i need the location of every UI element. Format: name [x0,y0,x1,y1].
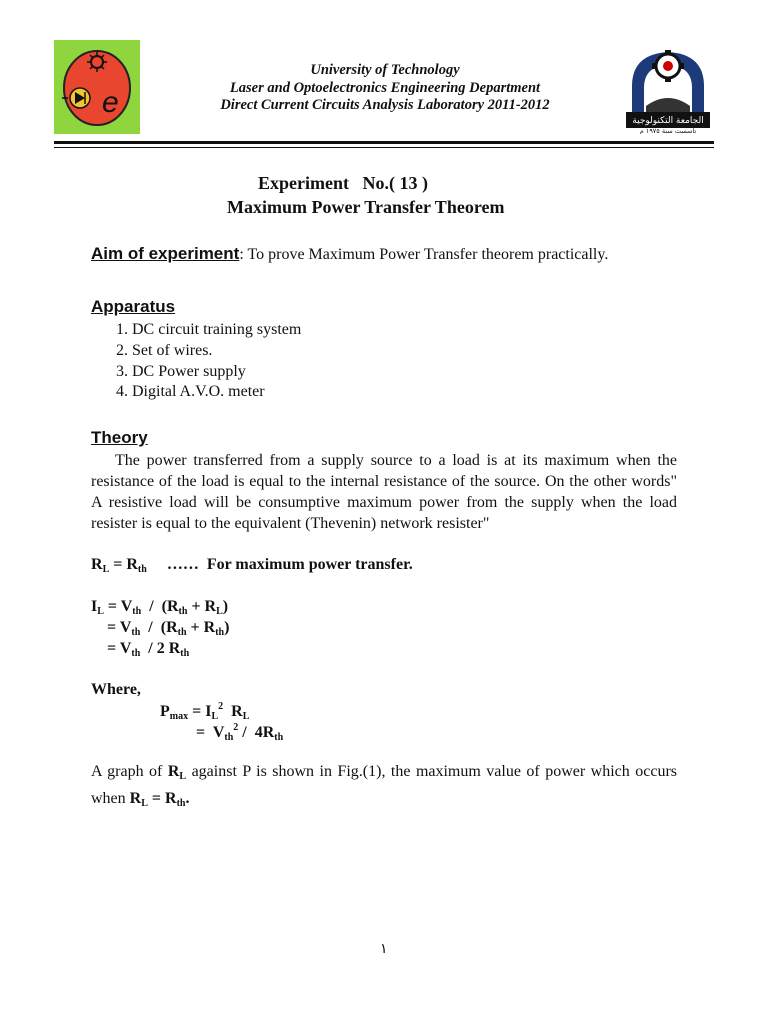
right-logo-year: تأسست سنة ١٩٧٥ م [639,127,697,134]
condition-equation: $R_L = R_{th}$ …… For maximum power transfer. [91,556,413,575]
graph-text-middle: against P is shown in Fig.(1), the maximum value of power which occurs when [91,763,677,807]
theory-text: The power transferred from a supply source to a load is at its maximum when the resistance of the load is equal to the internal resistance of the source. On the other words" A resistive load will be consumptive maximum power from the supply when the load resister is equal to the equivalent (Thevenin) network resister" [91,452,677,532]
graph-description: A graph of $R_L$ against P is shown in Fig.(1), the maximum value of power which occurs when $R_L = R_{th}$. [91,763,677,809]
theory-heading-wrap [91,428,148,448]
current-equation-3: = $V_{th} / 2$ $R_{th}$ [91,640,190,659]
power-equation-2: = $V_{th}^2 / 4R_{th}$ [160,722,284,743]
svg-text:e: e [102,86,119,119]
laser-department-logo [54,40,140,134]
laboratory-name: Direct Current Circuits Analysis Laboratory 2011-2012 [220,97,550,113]
apparatus-heading: Apparatus [91,297,176,316]
header-rule-thin [54,147,714,148]
aim-text: : To prove Maximum Power Transfer theorem practically. [239,246,609,263]
theory-paragraph [91,450,677,534]
list-item: 4. Digital A.V.O. meter [116,383,265,401]
theory-heading: Theory [91,428,148,447]
condition-note: …… For maximum power transfer. [166,556,413,573]
university-of-technology-logo [622,40,714,134]
aim-heading: Aim of experiment [91,244,240,263]
where-label: Where, [91,681,141,698]
right-logo-arabic-name: الجامعة التكنولوجية [632,116,704,126]
experiment-number: Experiment No.( 13 ) [258,173,428,193]
power-equation-1: $P_{max} = I_L^2$ $R_L$ [160,701,250,722]
apparatus-heading-wrap [91,297,175,317]
university-name: University of Technology [310,62,460,78]
header-title-block [150,62,620,115]
department-name: Laser and Optoelectronics Engineering Department [229,79,541,96]
experiment-title: Maximum Power Transfer Theorem [227,197,505,217]
list-item: 1. DC circuit training system [116,321,302,338]
header-rule-thick [54,141,714,144]
current-equation-1: $I_L = V_{th} / (R_{th} + R_L)$ [91,598,229,617]
list-item: 3. DC Power supply [116,362,246,380]
page-number: ١ [380,942,388,957]
aim-section [91,244,608,264]
apparatus-list [116,320,301,403]
list-item: 2. Set of wires. [116,341,213,359]
graph-text-start: A graph of [91,763,168,780]
current-equation-2: = $V_{th} / (R_{th} + R_{th})$ [91,619,230,638]
